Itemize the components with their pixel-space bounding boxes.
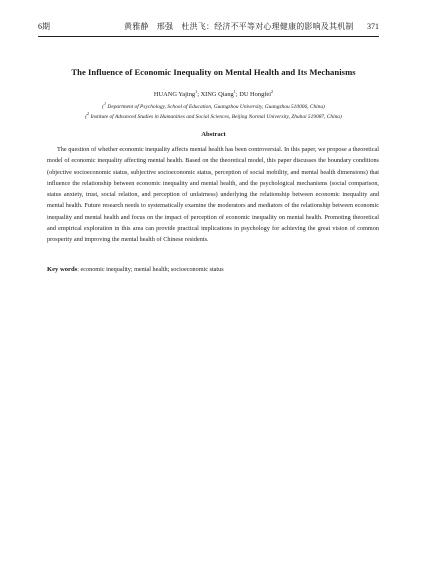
author-affiliation-mark: 1: [195, 89, 198, 94]
author-name: HUANG Yajing: [153, 91, 196, 98]
author-name: DU Hongfei: [239, 91, 272, 98]
affiliation-text: Institute of Advanced Studies in Humanities and Social Sciences, Beijing Normal University, Zhuhai 519087, China: [90, 114, 340, 120]
keywords-line: [47, 264, 379, 275]
page-number: 371: [367, 22, 379, 31]
author-name: XING Qiang: [200, 91, 234, 98]
author-affiliation-mark: 2: [271, 89, 274, 94]
affiliation: ($^1$ Department of Psychology, School of Education, Guangzhou University, Guangzhou 510006, China): [102, 101, 325, 110]
affiliation-mark: 1: [103, 101, 107, 106]
keywords-label: Key words: [47, 266, 78, 273]
abstract-text: The question of whether economic inequality affects mental health has been controversial. In this paper, we propose a theoretical model of economic inequality affecting mental health. Based on the theoretical model, this paper discusses the boundary conditions (objective socioeconomic status, subjective socioeconomic status, perception of social mobility, and mental health dimensions) that influence the relationship between economic inequality and mental health, and the psychological mechanisms (social comparison, status anxiety, trust, social relation, and perception of unfairness) underlying the relationship between economic inequality and mental health. Future research needs to systematically examine the moderators and mediators of the relationship between economic inequality and mental health and focus on the impact of perception of economic inequality on mental health. Promoting theoretical and empirical exploration in this area can provide practical implications in psychology for achieving the great vision of common prosperity and improving the mental health of Chinese residents.: [47, 146, 379, 244]
affiliation-text: Department of Psychology, School of Education, Guangzhou University, Guangzhou 510006, China: [107, 104, 324, 110]
author-separator: ;: [197, 91, 201, 98]
keywords-list: economic inequality; mental health; socioeconomic status: [80, 266, 224, 273]
author-list: [0, 89, 427, 98]
issue-number: 6期: [38, 22, 50, 31]
running-title: 黄雅静 邢强 杜洪飞：经济不平等对心理健康的影响及其机制: [124, 22, 354, 31]
article-title: The Influence of Economic Inequality on Mental Health and Its Mechanisms: [71, 67, 356, 77]
affiliation-mark: 2: [87, 111, 90, 116]
author-separator: ;: [235, 91, 240, 98]
affiliation: ($^2$ Institute of Advanced Studies in Humanities and Social Sciences, Beijing Normal University, Zhuhai 519087, China): [85, 111, 342, 120]
abstract-heading: Abstract: [201, 131, 226, 138]
keywords-separator: :: [77, 266, 81, 273]
author-affiliation-mark: 1: [233, 89, 236, 94]
running-header: [38, 18, 379, 37]
